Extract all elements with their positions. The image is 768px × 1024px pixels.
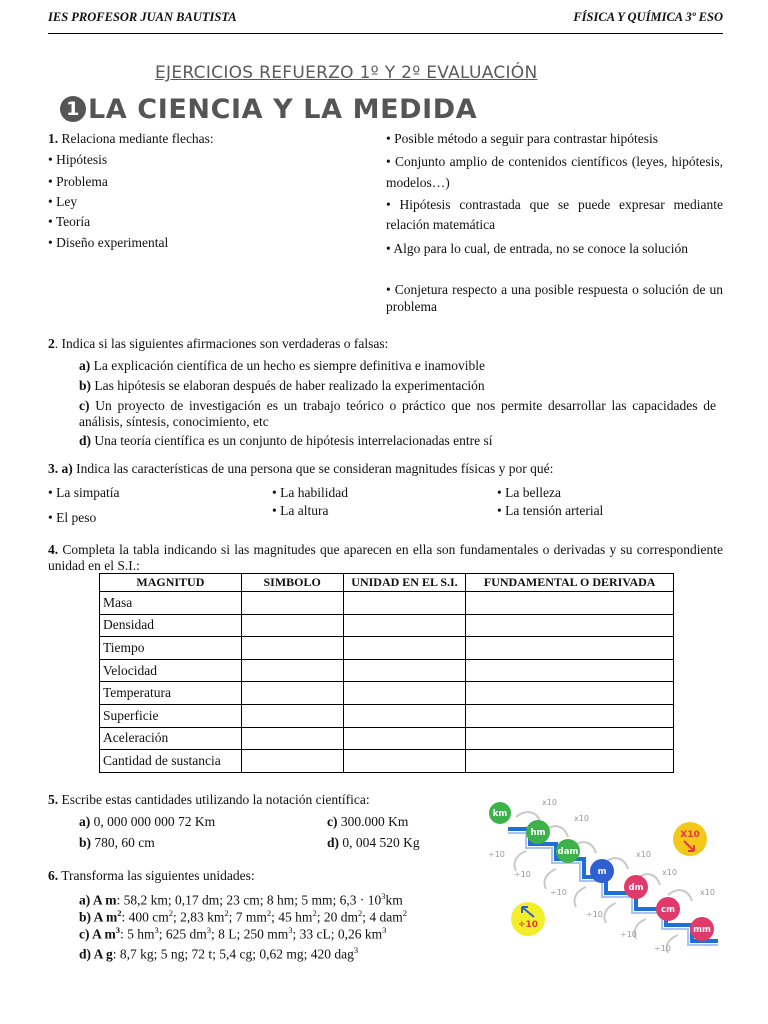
unit-title: LA CIENCIA Y LA MEDIDA	[88, 94, 478, 125]
ex3-prompt-text: Indica las características de una persona que se consideran magnitudes físicas y por qué:	[76, 461, 554, 476]
ex3-item: • La habilidad	[272, 485, 348, 500]
unit-label: dam	[557, 847, 579, 857]
ex5-prompt	[48, 792, 370, 808]
header-divider	[48, 33, 723, 34]
stairs-up-label: x10	[700, 888, 715, 897]
stairs-down-label: ÷10	[654, 944, 671, 953]
answer-cell[interactable]	[343, 704, 466, 727]
ex3-item: • La belleza	[497, 485, 561, 500]
unit-staircase-diagram	[486, 797, 724, 957]
table-row	[100, 592, 674, 615]
ex5-item: d) 0, 004 520 Kg	[327, 835, 420, 850]
ex6-number: 6.	[48, 868, 59, 883]
answer-cell[interactable]	[241, 592, 343, 615]
answer-cell[interactable]	[343, 659, 466, 682]
ex2-prompt	[48, 336, 388, 352]
divide-badge-label: ÷10	[517, 920, 539, 930]
magnitude-cell: Densidad	[100, 614, 242, 637]
answer-cell[interactable]	[241, 614, 343, 637]
header-subject: FÍSICA Y QUÍMICA 3º ESO	[573, 10, 723, 24]
header-school: IES PROFESOR JUAN BAUTISTA	[48, 10, 237, 24]
ex5-item: a) 0, 000 000 000 72 Km	[79, 814, 216, 829]
ex2-number: 2	[48, 336, 55, 351]
ex1-left-item: • Problema	[48, 174, 108, 189]
ex4-prompt-text: Completa la tabla indicando si las magnitudes que aparecen en ella son fundamentales o derivadas y su correspondiente unidad en el S.I.:	[48, 542, 723, 573]
ex1-prompt	[48, 131, 214, 147]
answer-cell[interactable]	[343, 750, 466, 773]
magnitude-cell: Aceleración	[100, 727, 242, 750]
answer-cell[interactable]	[241, 727, 343, 750]
ex4-number: 4.	[48, 542, 59, 557]
answer-cell[interactable]	[466, 727, 674, 750]
answer-cell[interactable]	[466, 704, 674, 727]
unit-label: m	[597, 867, 607, 877]
stairs-up-label: x10	[636, 850, 651, 859]
unit-label: mm	[693, 925, 711, 935]
table-row	[100, 750, 674, 773]
answer-cell[interactable]	[241, 704, 343, 727]
unit-heading	[60, 94, 477, 125]
magnitude-cell: Masa	[100, 592, 242, 615]
answer-cell[interactable]	[466, 592, 674, 615]
stairs-down-label: ÷10	[514, 870, 531, 879]
ex1-right-item: • Conjetura respecto a una posible respuesta o solución de un problema	[386, 282, 723, 314]
multiply-badge-label: X10	[680, 830, 700, 840]
stairs-down-label: ÷10	[586, 910, 603, 919]
unit-label: dm	[628, 883, 644, 893]
ex5-item: c) 300.000 Km	[327, 814, 409, 829]
stairs-up-label: x10	[574, 814, 589, 823]
answer-cell[interactable]	[241, 659, 343, 682]
table-row	[100, 614, 674, 637]
ex2-item: c) Un proyecto de investigación es un trabajo teórico o práctico que nos permite desarrollar las capacidades de análisis, síntesis, conocimiento, etc	[79, 398, 716, 429]
ex2-item: d) Una teoría científica es un conjunto de hipótesis interrelacionadas entre sí	[79, 433, 493, 448]
stairs-down-label: ÷10	[620, 930, 637, 939]
ex5-prompt-text: Escribe estas cantidades utilizando la notación científica:	[61, 792, 370, 807]
ex3-prompt	[48, 461, 553, 477]
ex1-left-item: • Ley	[48, 194, 78, 209]
ex6-item-c: c) A $m^3$: 5 $hm^3$; 625 $dm^3$; 8 L; 250 $mm^3$; 33 cL; 0,26 $km^3$	[79, 925, 387, 942]
answer-cell[interactable]	[241, 682, 343, 705]
ex2-item: a) La explicación científica de un hecho es siempre definitiva e inamovible	[79, 358, 485, 373]
ex3-item: • La tensión arterial	[497, 503, 604, 518]
ex6-prompt-text: Transforma las siguientes unidades:	[61, 868, 255, 883]
table-row	[100, 659, 674, 682]
answer-cell[interactable]	[343, 637, 466, 660]
ex1-left-item: • Hipótesis	[48, 152, 108, 167]
ex6-item-d: d) A g: 8,7 kg; 5 ng; 72 t; 5,4 cg; 0,62 mg; 420 dag$^3$	[79, 945, 359, 962]
ex1-number: 1.	[48, 131, 59, 146]
ex1-left-item: • Diseño experimental	[48, 235, 169, 250]
table-row	[100, 727, 674, 750]
table-row	[100, 704, 674, 727]
answer-cell[interactable]	[241, 750, 343, 773]
answer-cell[interactable]	[466, 682, 674, 705]
magnitude-cell: Tiempo	[100, 637, 242, 660]
ex3-label: . a)	[54, 461, 73, 476]
ex2-prompt-text: . Indica si las siguientes afirmaciones son verdaderas o falsas:	[54, 336, 389, 351]
magnitude-cell: Velocidad	[100, 659, 242, 682]
answer-cell[interactable]	[466, 750, 674, 773]
table-header: FUNDAMENTAL O DERIVADA	[466, 574, 674, 592]
table-row	[100, 637, 674, 660]
table-header-row	[100, 574, 674, 592]
ex4-prompt	[48, 542, 723, 574]
magnitude-cell: Cantidad de sustancia	[100, 750, 242, 773]
ex6-item-b: b) A $m^2$: 400 $cm^2$; 2,83 $km^2$; 7 $mm^2$; 45 $hm^2$; 20 $dm^2$; 4 dam$^2$	[79, 908, 407, 925]
ex2-item: b) Las hipótesis se elaboran después de haber realizado la experimentación	[79, 378, 485, 393]
answer-cell[interactable]	[241, 637, 343, 660]
stairs-down-label: ÷10	[550, 888, 567, 897]
answer-cell[interactable]	[343, 727, 466, 750]
answer-cell[interactable]	[343, 682, 466, 705]
table-header: UNIDAD EN EL S.I.	[343, 574, 466, 592]
stairs-up-label: x10	[662, 868, 677, 877]
ex3-item: • El peso	[48, 510, 97, 525]
answer-cell[interactable]	[466, 659, 674, 682]
magnitude-cell: Temperatura	[100, 682, 242, 705]
ex6-prompt	[48, 868, 255, 884]
document-title: EJERCICIOS REFUERZO 1º Y 2º EVALUACIÓN	[155, 63, 538, 83]
si-units-table	[99, 573, 674, 773]
ex1-right-item: • Posible método a seguir para contrastar hipótesis	[386, 131, 659, 146]
stairs-up-label: x10	[542, 798, 557, 807]
answer-cell[interactable]	[343, 614, 466, 637]
unit-label: km	[492, 809, 508, 819]
magnitude-cell: Superficie	[100, 704, 242, 727]
ex6-item-a: a) A m: 58,2 km; 0,17 dm; 23 cm; 8 hm; 5 mm; $6,3 \cdot 10^3km$	[79, 891, 403, 908]
ex5-item: b) 780, 60 cm	[79, 835, 155, 850]
ex3-number: 3	[48, 461, 55, 476]
unit-label: cm	[661, 905, 675, 915]
answer-cell[interactable]	[466, 614, 674, 637]
unit-label: hm	[530, 828, 546, 838]
ex3-item: • La altura	[272, 503, 329, 518]
ex3-item: • La simpatía	[48, 485, 120, 500]
ex1-right-item: • Algo para lo cual, de entrada, no se conoce la solución	[386, 241, 688, 256]
unit-number-badge: 1	[60, 96, 86, 122]
ex5-number: 5.	[48, 792, 59, 807]
answer-cell[interactable]	[466, 637, 674, 660]
ex1-right-item: • Hipótesis contrastada que se puede expresar mediante relación matemática	[386, 197, 723, 232]
table-header: MAGNITUD	[100, 574, 242, 592]
table-header: SIMBOLO	[241, 574, 343, 592]
ex1-left-item: • Teoría	[48, 214, 91, 229]
ex1-prompt-text: Relaciona mediante flechas:	[61, 131, 214, 146]
answer-cell[interactable]	[343, 592, 466, 615]
table-row	[100, 682, 674, 705]
ex1-right-item: • Conjunto amplio de contenidos científicos (leyes, hipótesis, modelos…)	[386, 154, 723, 190]
stairs-down-label: ÷10	[488, 850, 505, 859]
